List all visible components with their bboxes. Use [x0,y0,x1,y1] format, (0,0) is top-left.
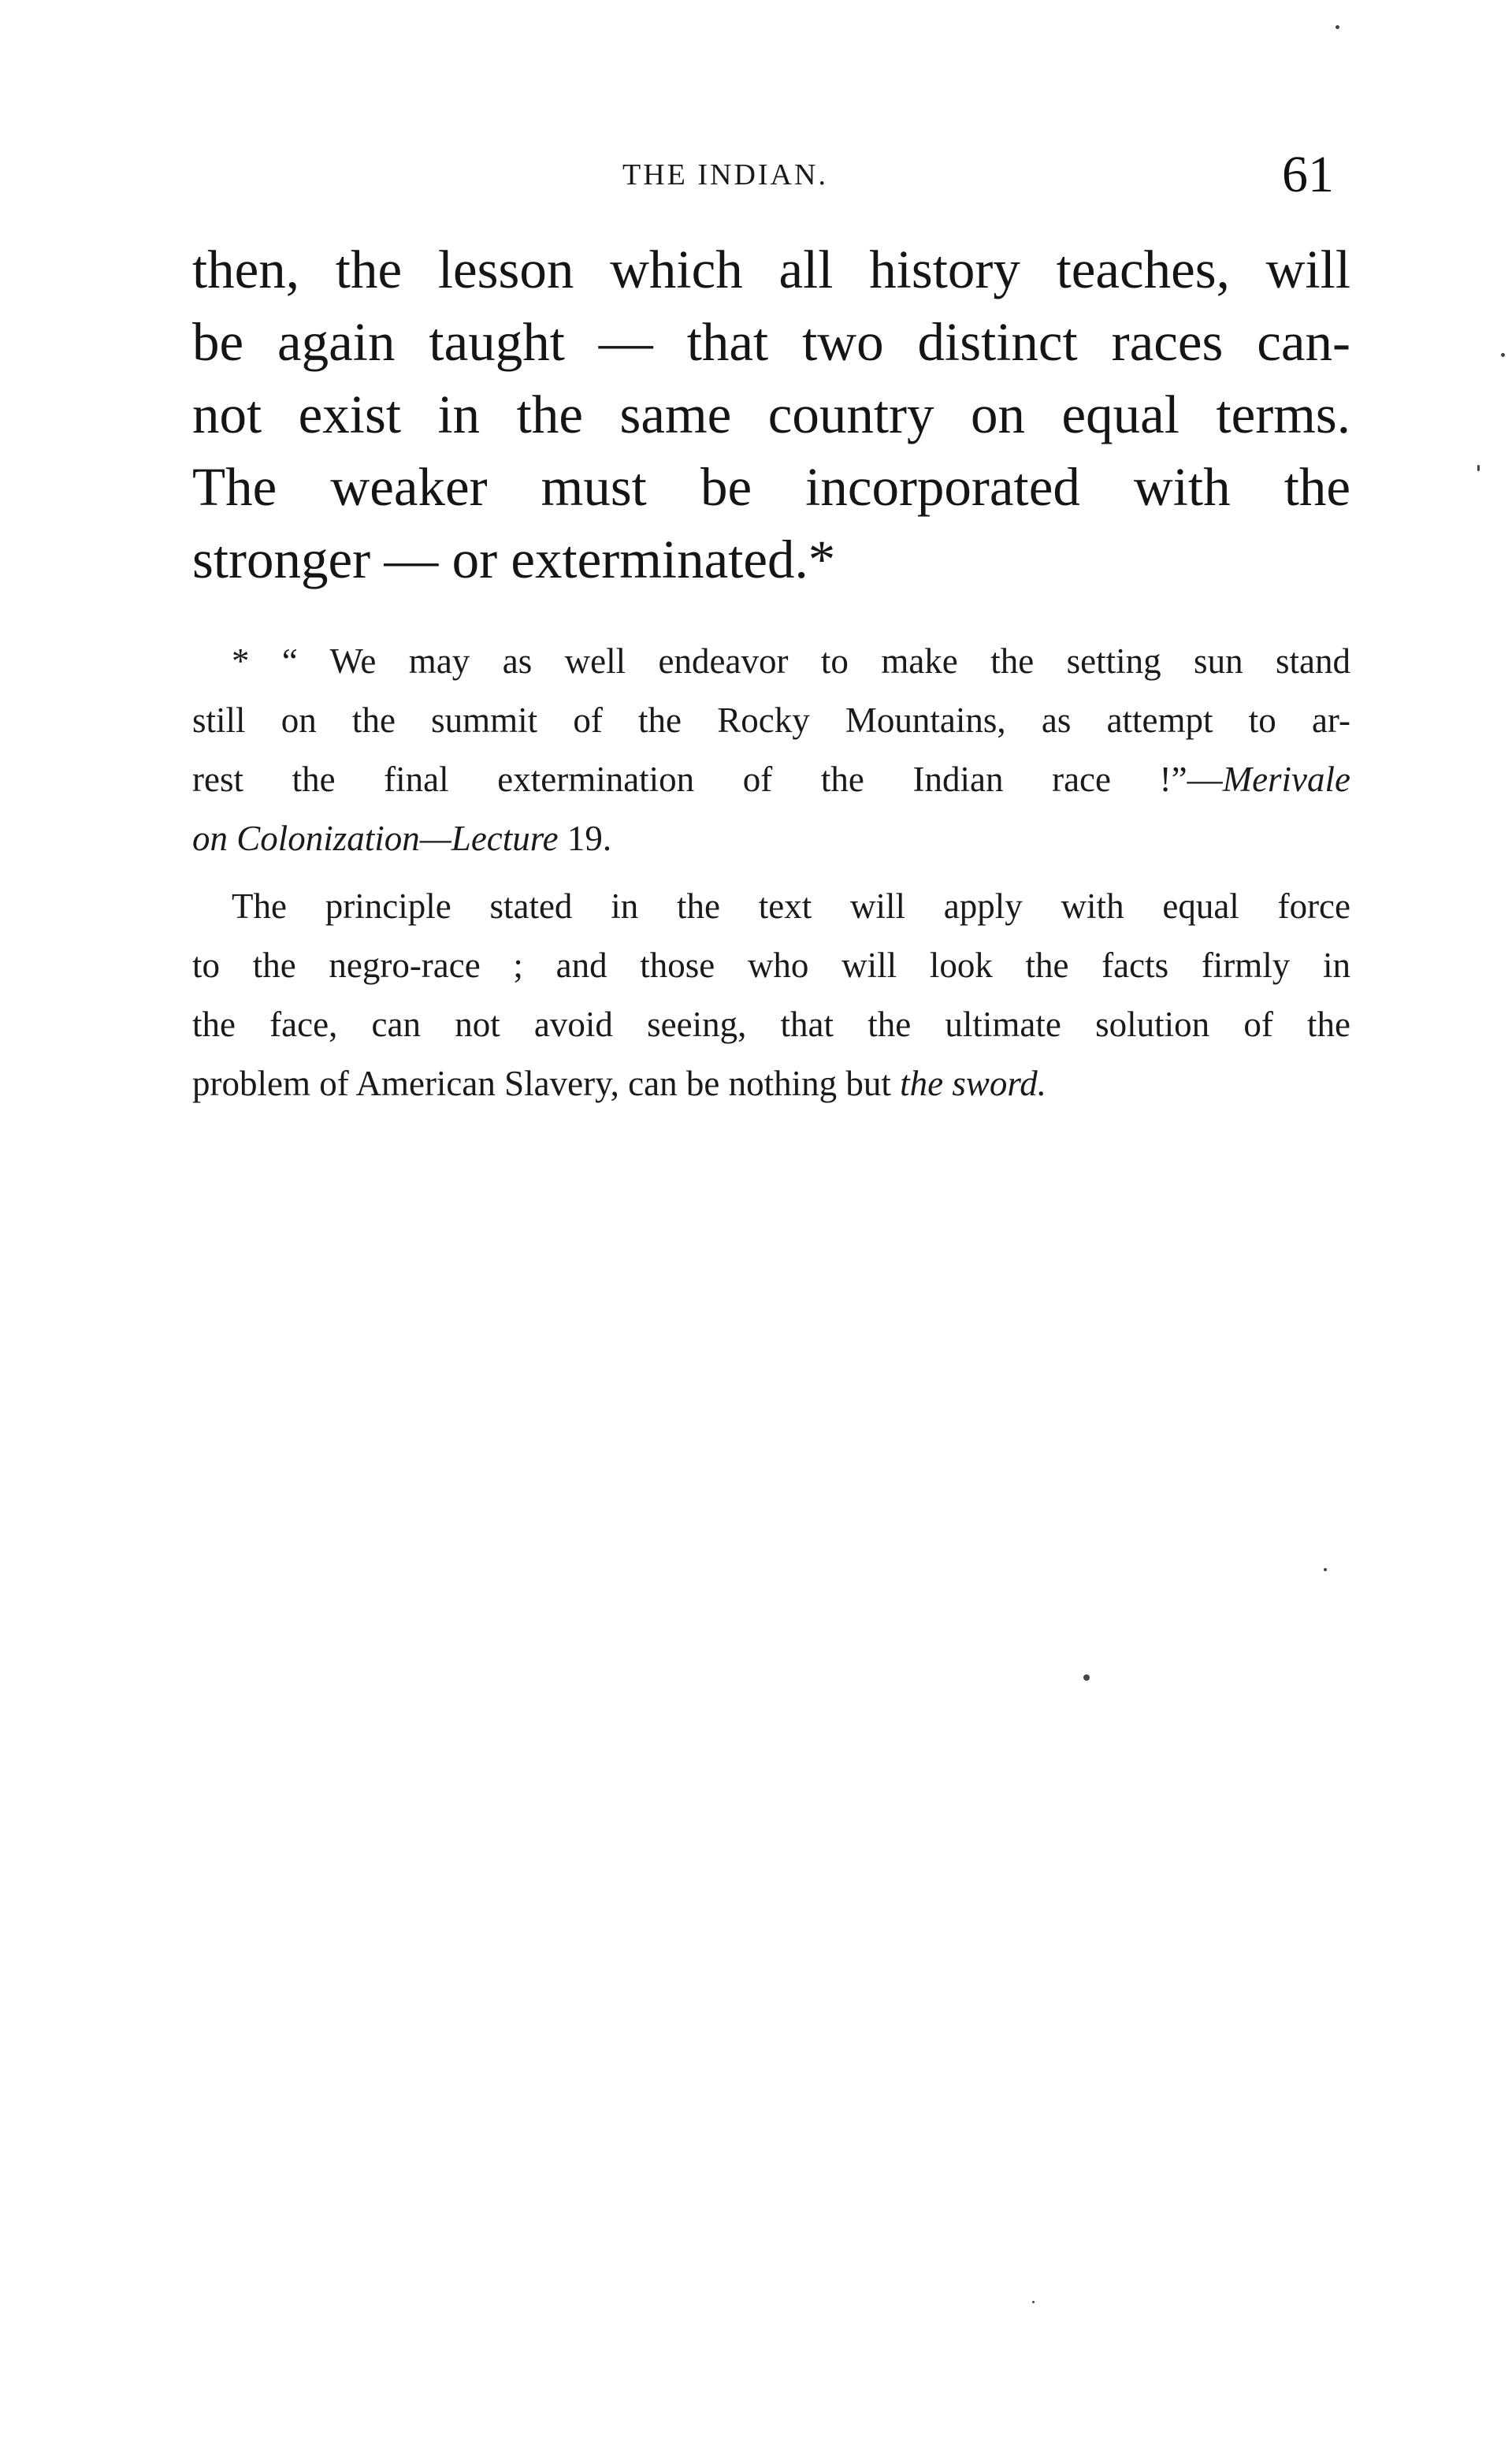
body-line: be again taught — that two distinct races can- [192,312,1350,372]
body-line: The weaker must be incorporated with the [192,457,1350,517]
note-line-text: problem of American Slavery, can be nothing but [192,1064,891,1103]
citation-title: on Colonization—Lecture [192,819,559,858]
note-line: the face, can not avoid seeing, that the ultimate solution of the [192,1005,1350,1044]
running-title: THE INDIAN. [622,158,828,191]
note-line: to the negro-race ; and those who will look the facts firmly in [192,946,1350,985]
speck [1477,465,1480,471]
speck [1324,1568,1327,1571]
footnote-note [192,877,1350,1113]
running-head [0,146,1512,203]
speck [1083,1674,1090,1681]
citation-author: Merivale [1222,760,1350,799]
body-paragraph [192,233,1350,596]
body-line: stronger — or exterminated.* [192,530,836,589]
body-line: then, the lesson which all history teaches, will [192,240,1350,299]
speck [1336,25,1339,29]
body-line: not exist in the same country on equal terms. [192,385,1350,444]
footnote-line: * “ We may as well endeavor to make the setting sun stand [232,641,1350,681]
speck [1501,353,1505,357]
footnote-line: still on the summit of the Rocky Mountains, as attempt to ar- [192,701,1350,740]
footnote-line-text: rest the final extermination of the Indian race !”— [192,760,1223,799]
footnote-citation-line [192,809,1350,868]
note-emphasis: the sword. [900,1064,1046,1103]
footnote-line [192,750,1350,809]
page-number: 61 [1282,146,1334,203]
note-line: The principle stated in the text will apply with equal force [232,886,1350,926]
citation-number: 19. [567,819,612,858]
speck [1032,2301,1035,2303]
note-last-line [192,1054,1350,1113]
footnote-quote [192,632,1350,868]
